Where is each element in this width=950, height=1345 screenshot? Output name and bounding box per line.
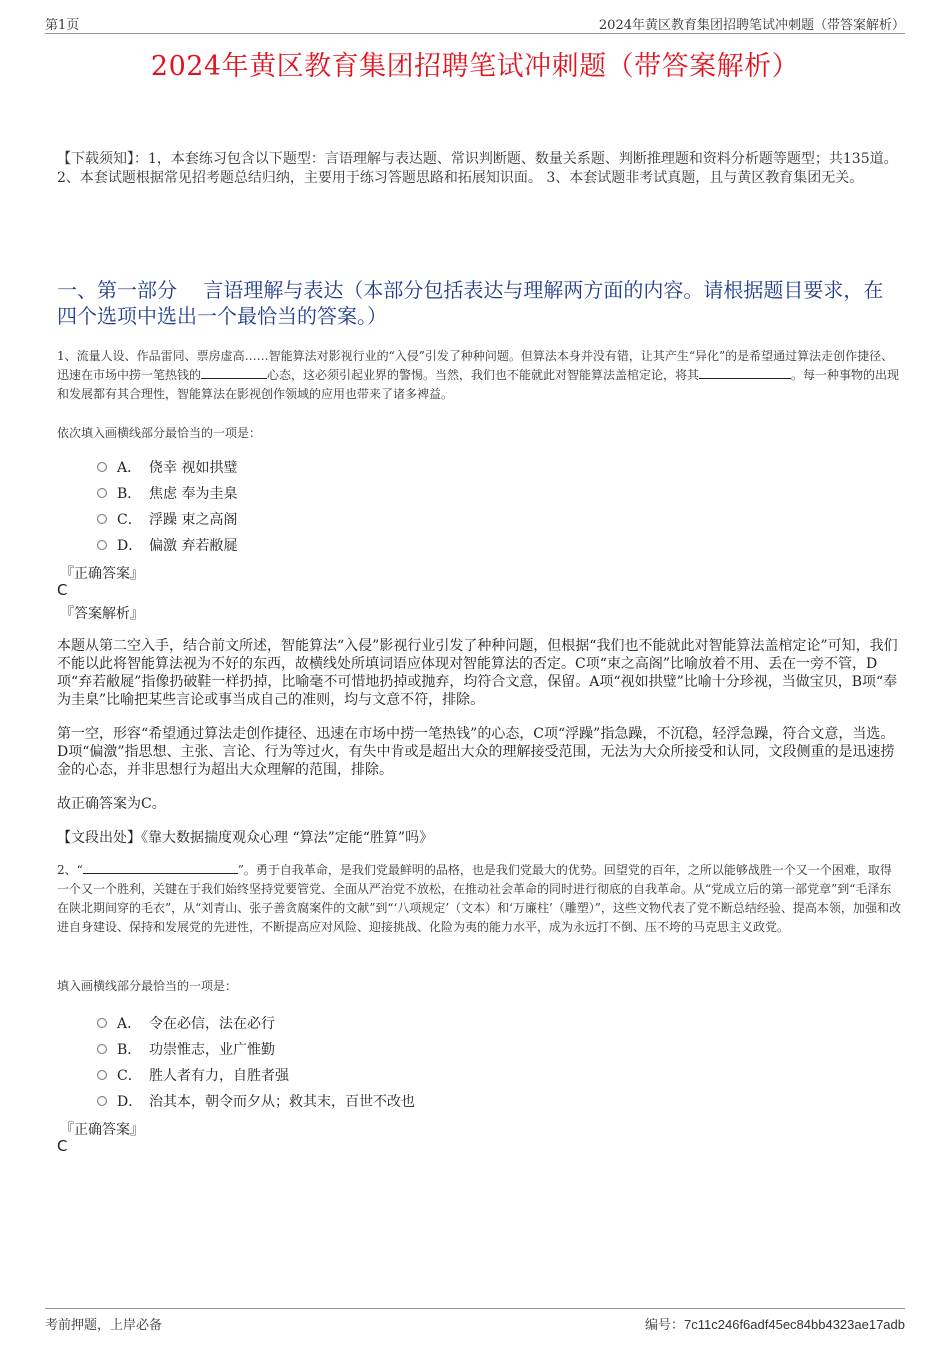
q2-answer-label: 『正确答案』 [60,1122,144,1138]
question-2-prompt: 填入画横线部分最恰当的一项是： [57,979,238,993]
question-1-stem [57,347,902,404]
radio-icon[interactable] [97,1044,107,1054]
q2-stem-part-a: 2、“ [57,863,83,877]
q1-analysis-paragraph-2: 第一空，形容“希望通过算法走创作捷径、迅速在市场中捞一笔热钱”的心态，C项“浮躁”指急躁，不沉稳，轻浮急躁，符合文意，当选。D项“偏激”指思想、主张、言论、行为等过火，有失中肯或是超出大众的理解接受范围，无法为大众所接受和认同，文段侧重的是迅速捞金的心态，并非思想行为超出大众理解的范围，排除。 [57,726,895,778]
q1-blank-2 [699,366,791,379]
question-2-stem [57,861,902,937]
q1-stem-part-c: 。每一种事物的出现和发展都有其合理性，智能算法在影视创作领域的应用也带来了诸多裨益。 [57,368,900,401]
q2-option-d[interactable]: D． 治其本，朝令而夕从；救其末，百世不改也 [97,1091,415,1111]
section-heading: 一、第一部分 言语理解与表达（本部分包括表达与理解两方面的内容。请根据题目要求，在四个选项中选出一个最恰当的答案。） [57,278,884,328]
radio-icon[interactable] [97,462,107,472]
q1-stem-part-b: 心态，这必须引起业界的警惕。当然，我们也不能就此对智能算法盖棺定论，将其 [267,368,700,382]
question-1-prompt: 依次填入画横线部分最恰当的一项是： [57,426,262,440]
q2-blank [83,861,238,874]
q1-conclusion: 故正确答案为C。 [57,796,166,812]
q1-option-b[interactable]: B． 焦虑 奉为圭臬 [97,483,237,503]
q1-option-a[interactable]: A． 侥幸 视如拱璧 [97,457,237,477]
running-header-title: 2024年黄区教育集团招聘笔试冲刺题（带答案解析） [598,18,905,33]
q2-option-a[interactable]: A． 令在必信，法在必行 [97,1013,275,1033]
document-title: 2024年黄区教育集团招聘笔试冲刺题（带答案解析） [150,51,800,82]
footer-divider [45,1308,905,1309]
radio-icon[interactable] [97,1018,107,1028]
q1-option-c[interactable]: C． 浮躁 束之高阁 [97,509,237,529]
footer-code [645,1314,905,1333]
radio-icon[interactable] [97,488,107,498]
radio-icon[interactable] [97,1096,107,1106]
q1-answer-label: 『正确答案』 [60,566,144,582]
q2-answer: C [57,1137,68,1155]
q1-answer: C [57,581,68,599]
radio-icon[interactable] [97,514,107,524]
header-divider [45,33,905,34]
q1-option-d[interactable]: D． 偏激 弃若敝屣 [97,535,237,555]
download-notice: 【下载须知】：1，本套练习包含以下题型：言语理解与表达题、常识判断题、数量关系题、判断推理题和资料分析题等题型；共135道。 2、本套试题根据常见招考题总结归纳，主要用于练习答题思路和拓展知识面。 3、本套试题非考试真题，且与黄区教育集团无关。 [57,151,898,186]
radio-icon[interactable] [97,540,107,550]
footer-code-label: 编号： [645,1318,685,1333]
footer-code-value: 7c11c246f6adf45ec84bb4323ae17adb [684,1317,905,1332]
q1-source: 【文段出处】《靠大数据揣度观众心理 “算法”定能“胜算”吗》 [57,830,434,846]
q2-option-b[interactable]: B． 功崇惟志，业广惟勤 [97,1039,275,1059]
q2-stem-part-b: ”。勇于自我革命，是我们党最鲜明的品格，也是我们党最大的优势。回望党的百年，之所以能够战胜一个又一个困难，取得一个又一个胜利，关键在于我们始终坚持党要管党、全面从严治党不放松，在推动社会革命的同时进行彻底的自我革命。从“党成立后的第一部党章”到“毛泽东在陕北期间穿的毛衣”，从“刘青山、张子善贪腐案件的文献”到“‘八项规定’（文本）和‘万廉柱’（雕塑）”，这些文物代表了党不断总结经验、提高本领，加强和改进自身建设、保持和发展党的先进性，不断提高应对风险、迎接挑战、化险为夷的能力水平，成为永远打不倒、压不垮的马克思主义政党。 [57,863,901,934]
q2-option-c[interactable]: C． 胜人者有力，自胜者强 [97,1065,289,1085]
radio-icon[interactable] [97,1070,107,1080]
q1-stem-part-a: 1、流量人设、作品雷同、票房虚高……智能算法对影视行业的“入侵”引发了种种问题。但算法本身并没有错，让其产生“异化”的是希望通过算法走创作捷径、迅速在市场中捞一笔热钱的 [57,349,894,382]
q1-analysis-label: 『答案解析』 [60,606,144,622]
page-number: 第1页 [45,18,80,33]
q1-blank-1 [201,366,267,379]
footer-slogan: 考前押题，上岸必备 [45,1318,163,1333]
q1-analysis-paragraph-1: 本题从第二空入手，结合前文所述，智能算法“入侵”影视行业引发了种种问题，但根据“我们也不能就此对智能算法盖棺定论”可知，我们不能以此将智能算法视为不好的东西，故横线处所填词语应体现对智能算法的否定。C项“束之高阁”比喻放着不用、丢在一旁不管，D项“弃若敝屣”指像扔破鞋一样扔掉，比喻毫不可惜地扔掉或抛弃，均符合文意，保留。A项“视如拱璧”比喻十分珍视，当做宝贝，B项“奉为圭臬”比喻把某些言论或事当成自己的准则，均与文意不符，排除。 [57,638,898,708]
